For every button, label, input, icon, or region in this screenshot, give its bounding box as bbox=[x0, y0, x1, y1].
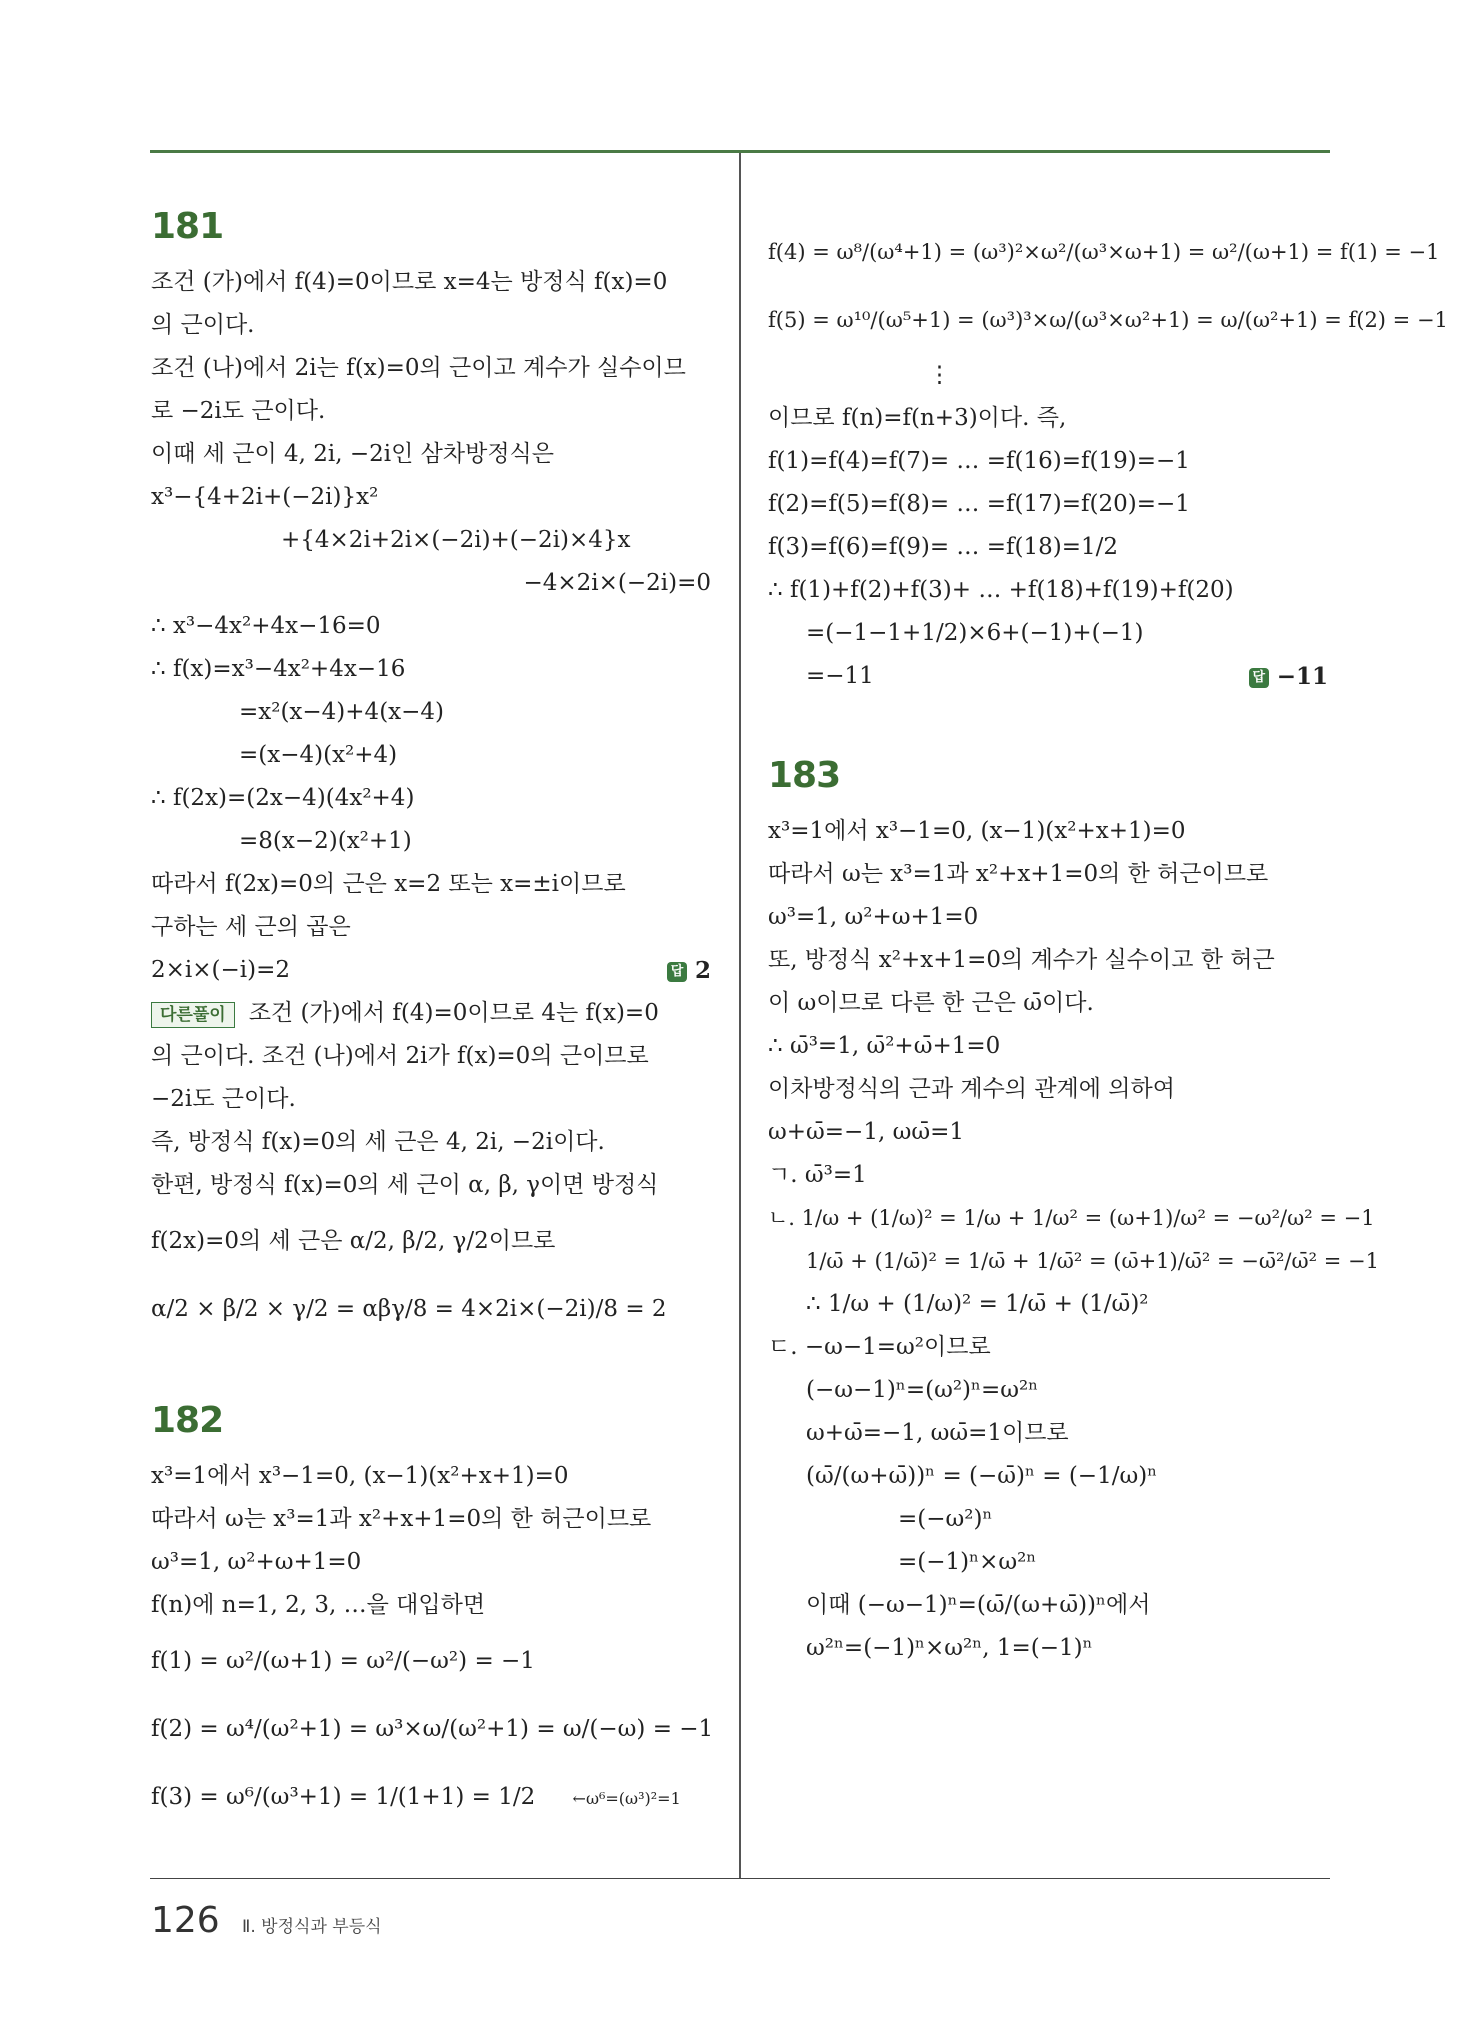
equation-line: x³=1에서 x³−1=0, (x−1)(x²+x+1)=0 bbox=[768, 818, 1186, 844]
equation-line: f(2) = ω⁴/(ω²+1) = ω³×ω/(ω²+1) = ω/(−ω) = −1 bbox=[151, 1716, 714, 1742]
text-line: 의 근이다. 조건 (나)에서 2i가 f(x)=0의 근이므로 bbox=[151, 1043, 649, 1069]
text-line: 로 −2i도 근이다. bbox=[151, 398, 326, 424]
text-line: f(n)에 n=1, 2, 3, …을 대입하면 bbox=[151, 1592, 486, 1618]
equation-line bbox=[151, 1763, 711, 1831]
text: 조건 (가)에서 f(4)=0이므로 4는 f(x)=0 bbox=[248, 1000, 659, 1026]
column-divider bbox=[739, 153, 741, 1878]
text-line: 이때 세 근이 4, 2i, −2i인 삼차방정식은 bbox=[151, 441, 554, 467]
equation-line: ω²ⁿ=(−1)ⁿ×ω²ⁿ, 1=(−1)ⁿ bbox=[806, 1635, 1093, 1661]
equation-line: ∴ f(1)+f(2)+f(3)+ … +f(18)+f(19)+f(20) bbox=[768, 577, 1234, 603]
equation-line: f(1)=f(4)=f(7)= … =f(16)=f(19)=−1 bbox=[768, 448, 1190, 474]
alt-solution-line bbox=[151, 992, 711, 1035]
text-line: 즉, 방정식 f(x)=0의 세 근은 4, 2i, −2i이다. bbox=[151, 1129, 605, 1155]
equation-line: =(−1)ⁿ×ω²ⁿ bbox=[898, 1549, 1037, 1575]
equation-line: x³−{4+2i+(−2i)}x² bbox=[151, 484, 379, 510]
equation-line: ∴ f(x)=x³−4x²+4x−16 bbox=[151, 656, 406, 682]
vertical-ellipsis: ⋮ bbox=[928, 362, 951, 388]
equation-line: f(5) = ω¹⁰/(ω⁵+1) = (ω³)³×ω/(ω³×ω²+1) = ω/(ω²+1) = f(2) = −1 bbox=[768, 308, 1448, 332]
problem-number-182: 182 bbox=[151, 1400, 224, 1441]
equation-line: +{4×2i+2i×(−2i)+(−2i)×4}x bbox=[281, 527, 631, 553]
right-column bbox=[768, 218, 1448, 1670]
equation: 2×i×(−i)=2 bbox=[151, 957, 291, 983]
answer-182 bbox=[1249, 655, 1328, 698]
problem-number-183: 183 bbox=[768, 755, 841, 796]
equation-line: ㄱ. ω̄³=1 bbox=[768, 1162, 867, 1188]
text-line: 의 근이다. bbox=[151, 312, 255, 338]
spacer bbox=[768, 698, 1328, 754]
text-line: 이므로 f(n)=f(n+3)이다. 즉, bbox=[768, 405, 1067, 431]
equation-line: ω³=1, ω²+ω+1=0 bbox=[768, 904, 979, 930]
equation-line: 1/ω̄ + (1/ω̄)² = 1/ω̄ + 1/ω̄² = (ω̄+1)/ω̄² = −ω̄²/ω̄² = −1 bbox=[806, 1249, 1379, 1273]
equation-line: ω+ω̄=−1, ωω̄=1이므로 bbox=[806, 1420, 1069, 1446]
answer-line bbox=[768, 655, 1328, 698]
answer-line bbox=[151, 949, 711, 992]
alt-solution-badge: 다른풀이 bbox=[151, 1002, 235, 1028]
text-line: 한편, 방정식 f(x)=0의 세 근이 α, β, γ이면 방정식 bbox=[151, 1172, 659, 1198]
equation-line: f(2)=f(5)=f(8)= … =f(17)=f(20)=−1 bbox=[768, 491, 1190, 517]
answer-value: 2 bbox=[694, 957, 711, 984]
equation-line: f(4) = ω⁸/(ω⁴+1) = (ω³)²×ω²/(ω³×ω+1) = ω²/(ω+1) = f(1) = −1 bbox=[768, 240, 1440, 264]
text-line: 또, 방정식 x²+x+1=0의 계수가 실수이고 한 허근 bbox=[768, 947, 1275, 973]
equation-line: ∴ ω̄³=1, ω̄²+ω̄+1=0 bbox=[768, 1033, 1001, 1059]
equation-line: =(−1−1+1/2)×6+(−1)+(−1) bbox=[806, 620, 1144, 646]
spacer bbox=[151, 1343, 711, 1399]
side-note: ←ω⁶=(ω³)²=1 bbox=[572, 1789, 681, 1808]
equation-line: =(−ω²)ⁿ bbox=[898, 1506, 993, 1532]
text-line: 따라서 f(2x)=0의 근은 x=2 또는 x=±i이므로 bbox=[151, 871, 626, 897]
text-line: 구하는 세 근의 곱은 bbox=[151, 914, 351, 940]
left-column bbox=[151, 205, 714, 1831]
text-line: 이 ω이므로 다른 한 근은 ω̄이다. bbox=[768, 990, 1094, 1016]
equation-line: ∴ f(2x)=(2x−4)(4x²+4) bbox=[151, 785, 415, 811]
text-line: 이차방정식의 근과 계수의 관계에 의하여 bbox=[768, 1076, 1175, 1102]
equation-line: −4×2i×(−2i)=0 bbox=[523, 570, 711, 596]
answer-icon: 답 bbox=[667, 962, 687, 982]
equation-line: ㄷ. −ω−1=ω²이므로 bbox=[768, 1334, 991, 1360]
answer-icon: 답 bbox=[1249, 668, 1269, 688]
text-line: 조건 (나)에서 2i는 f(x)=0의 근이고 계수가 실수이므 bbox=[151, 355, 686, 381]
bottom-rule bbox=[150, 1878, 1330, 1879]
text-line: 따라서 ω는 x³=1과 x²+x+1=0의 한 허근이므로 bbox=[151, 1506, 652, 1532]
equation-line: 이때 (−ω−1)ⁿ=(ω̄/(ω+ω̄))ⁿ에서 bbox=[806, 1592, 1151, 1618]
page-number: 126 bbox=[151, 1900, 220, 1941]
equation-line: ∴ 1/ω + (1/ω)² = 1/ω̄ + (1/ω̄)² bbox=[806, 1291, 1149, 1317]
problem-number-181: 181 bbox=[151, 206, 224, 247]
answer-181 bbox=[667, 949, 711, 992]
answer-value: −11 bbox=[1276, 663, 1328, 690]
equation-line: =(x−4)(x²+4) bbox=[239, 742, 398, 768]
equation-line: f(3)=f(6)=f(9)= … =f(18)=1/2 bbox=[768, 534, 1118, 560]
equation-line: (ω̄/(ω+ω̄))ⁿ = (−ω̄)ⁿ = (−1/ω)ⁿ bbox=[806, 1463, 1158, 1489]
equation-line: =x²(x−4)+4(x−4) bbox=[239, 699, 445, 725]
equation-line: ∴ x³−4x²+4x−16=0 bbox=[151, 613, 381, 639]
text-line: −2i도 근이다. bbox=[151, 1086, 296, 1112]
equation: =−11 bbox=[806, 663, 874, 689]
text-line: 따라서 ω는 x³=1과 x²+x+1=0의 한 허근이므로 bbox=[768, 861, 1269, 887]
text-line: f(2x)=0의 세 근은 α/2, β/2, γ/2이므로 bbox=[151, 1228, 556, 1254]
equation-line: (−ω−1)ⁿ=(ω²)ⁿ=ω²ⁿ bbox=[806, 1377, 1039, 1403]
equation-line: α/2 × β/2 × γ/2 = αβγ/8 = 4×2i×(−2i)/8 = 2 bbox=[151, 1296, 667, 1322]
equation-line: f(1) = ω²/(ω+1) = ω²/(−ω²) = −1 bbox=[151, 1648, 535, 1674]
text-line: 조건 (가)에서 f(4)=0이므로 x=4는 방정식 f(x)=0 bbox=[151, 269, 668, 295]
equation: f(3) = ω⁶/(ω³+1) = 1/(1+1) = 1/2 bbox=[151, 1784, 536, 1810]
equation-line: x³=1에서 x³−1=0, (x−1)(x²+x+1)=0 bbox=[151, 1463, 569, 1489]
equation-line: ω+ω̄=−1, ωω̄=1 bbox=[768, 1119, 964, 1145]
equation-line: =8(x−2)(x²+1) bbox=[239, 828, 412, 854]
equation-line: ㄴ. 1/ω + (1/ω)² = 1/ω + 1/ω² = (ω+1)/ω² = −ω²/ω² = −1 bbox=[768, 1206, 1375, 1230]
equation-line: ω³=1, ω²+ω+1=0 bbox=[151, 1549, 362, 1575]
section-title: Ⅱ. 방정식과 부등식 bbox=[242, 1917, 382, 1937]
